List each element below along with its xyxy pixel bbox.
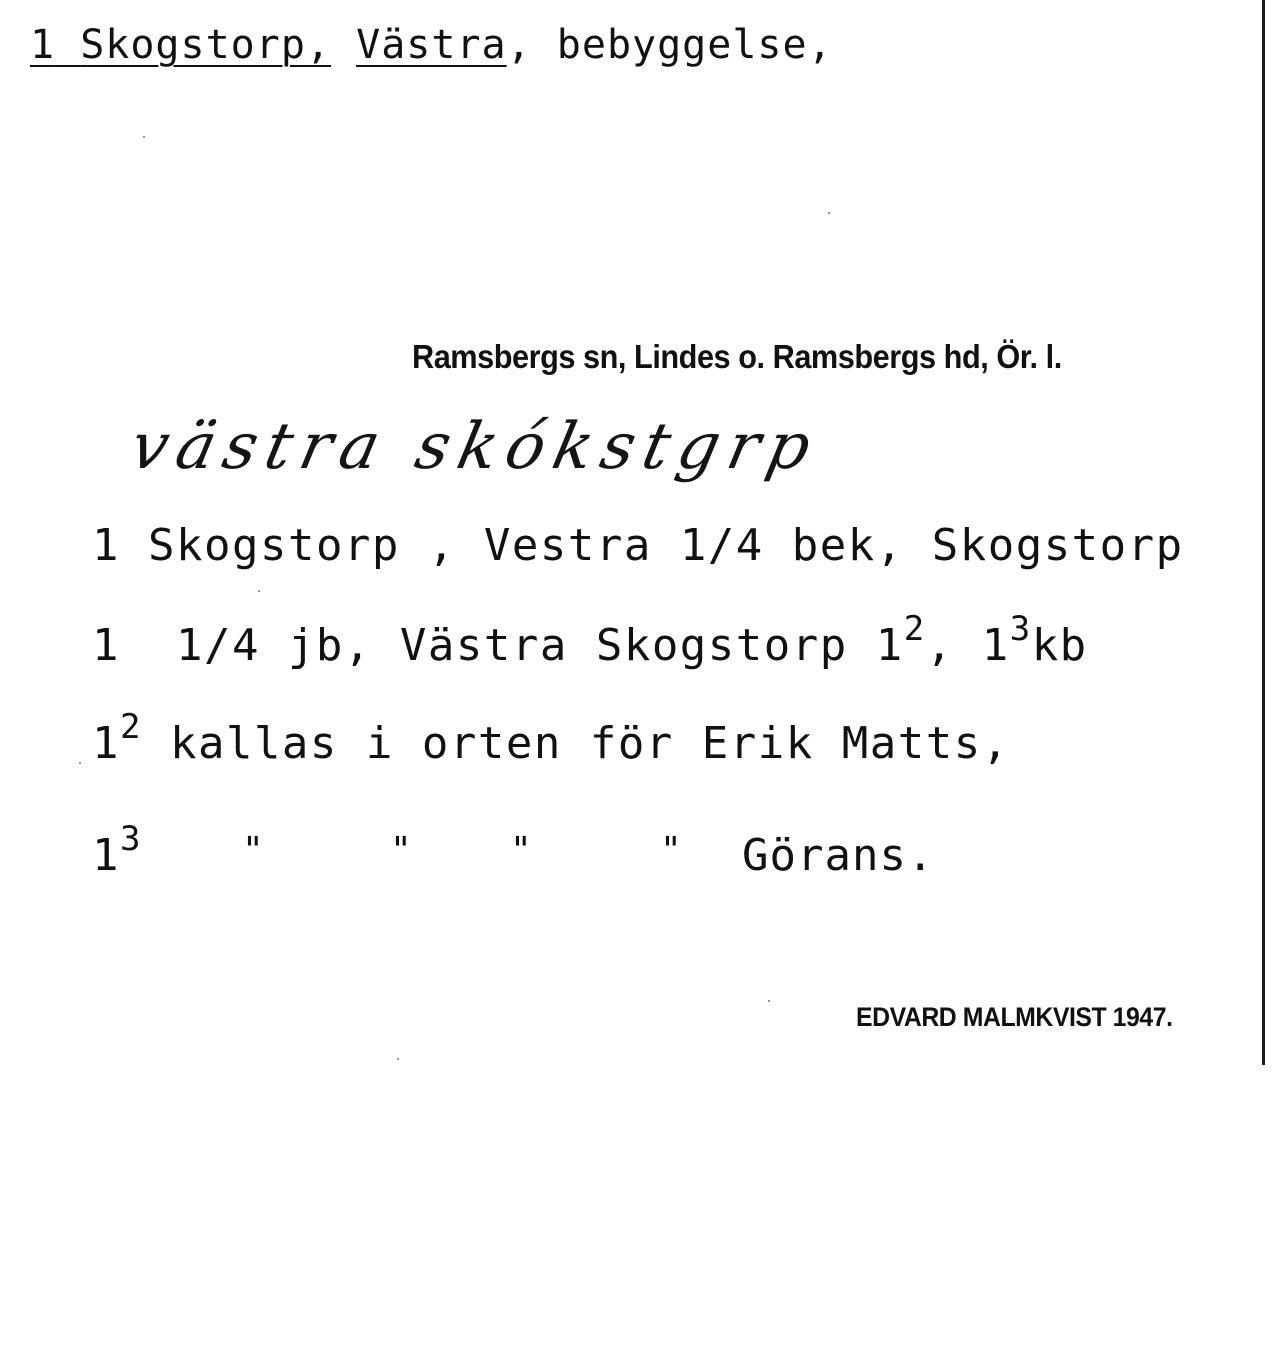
line-text: kallas i orten för Erik Matts,	[141, 718, 1010, 769]
ditto-mark: "	[510, 830, 533, 871]
line-number: 1	[92, 718, 120, 769]
superscript: 2	[120, 707, 142, 747]
entry-line-4	[92, 819, 935, 1187]
superscript: 3	[1009, 609, 1032, 649]
handwritten-pronunciation: västra skókstgrp	[124, 410, 826, 484]
ditto-mark: "	[390, 830, 413, 871]
line-text: 1/4 jb, Västra Skogstorp 1	[175, 620, 904, 671]
line-number: 1	[92, 520, 120, 571]
entry-line-1	[92, 520, 1184, 571]
paper-speck	[79, 762, 81, 764]
paper-speck	[768, 1000, 770, 1002]
heading-qualifier: Västra	[356, 22, 507, 68]
line-number: 1	[92, 830, 120, 881]
line-text: Görans.	[742, 830, 935, 881]
paper-speck	[828, 212, 830, 214]
paper-speck	[143, 136, 145, 138]
paper-speck	[258, 590, 260, 592]
location-stamp: Ramsbergs sn, Lindes o. Ramsbergs hd, Ör. l.	[412, 338, 1062, 375]
line-number: 1	[92, 620, 120, 671]
author-stamp: EDVARD MALMKVIST 1947.	[856, 1002, 1173, 1032]
superscript: 2	[903, 609, 926, 649]
superscript: 3	[120, 819, 142, 859]
line-text: kb	[1031, 620, 1088, 671]
entry-heading	[30, 22, 833, 68]
card-border	[1262, 0, 1265, 1065]
entry-line-2	[92, 609, 1088, 671]
line-text: , 1	[925, 620, 1010, 671]
ditto-mark: "	[242, 830, 265, 871]
ditto-mark: "	[660, 830, 683, 871]
paper-speck	[397, 1058, 399, 1060]
heading-name: Skogstorp,	[80, 22, 332, 68]
entry-line-3	[92, 707, 1010, 769]
heading-rest: , bebyggelse,	[506, 22, 833, 68]
heading-number: 1	[30, 22, 56, 68]
line-text: Skogstorp , Vestra 1/4 bek, Skogstorp	[148, 520, 1184, 571]
